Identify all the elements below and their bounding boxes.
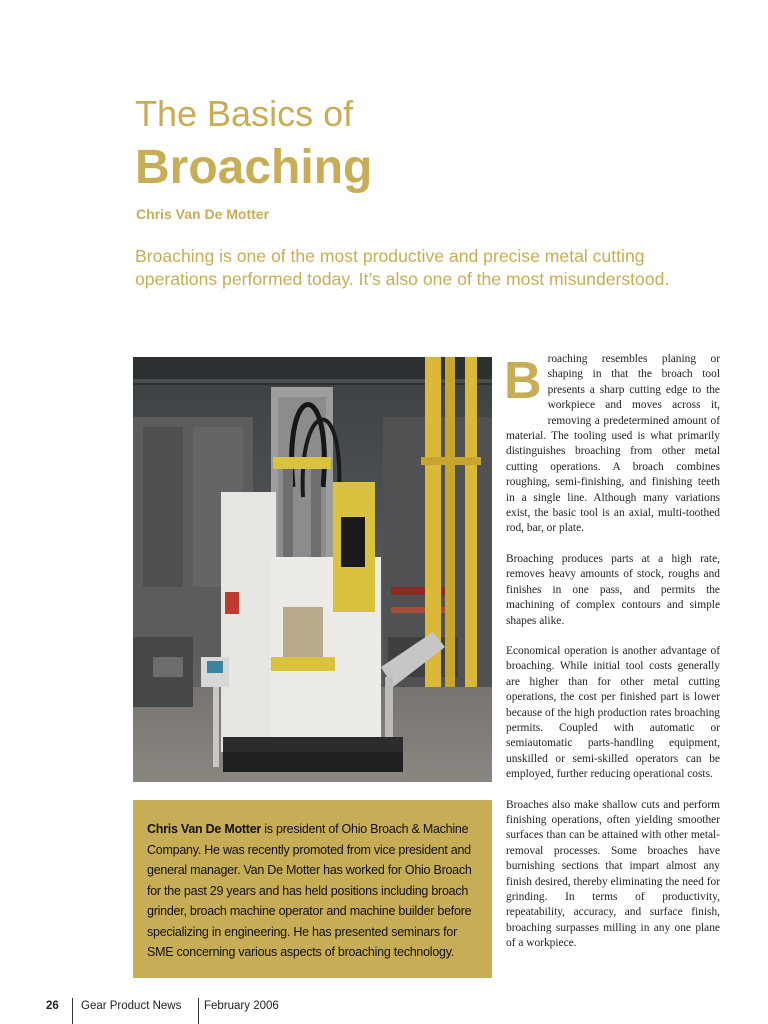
body-paragraph-1 <box>506 352 720 537</box>
title-line-2: Broaching <box>135 141 373 194</box>
body-paragraph-4: Broaches also make shallow cuts and perform finishing operations, often yielding smoother surfaces than can be attained with other metal-removal processes. Some broaches have burnishing sections that impart almost any finish desired, thereby eliminating the need for grinding. In terms of productivity, repeatability, accuracy, and surface finish, broaching surpasses milling in any one plane of a workpiece. <box>506 798 720 950</box>
article-body <box>506 352 720 967</box>
footer-divider <box>198 998 199 1024</box>
author-bio-text <box>147 819 482 963</box>
author-byline: Chris Van De Motter <box>136 206 270 222</box>
author-bio-box <box>133 800 492 978</box>
broaching-machine-photo <box>133 357 492 782</box>
footer-divider <box>72 998 73 1024</box>
body-paragraph-3: Economical operation is another advantage of broaching. While initial tool costs generally are higher than for other metal cutting operations, the cost per finished part is lower because of the high production rates broaching permits. Coupled with automatic or semiautomatic parts-handling equipment, unskilled or semi-skilled operators can be employed, further reducing operational costs. <box>506 644 720 781</box>
author-bio-name: Chris Van De Motter <box>147 822 262 836</box>
body-paragraph-2: Broaching produces parts at a high rate, removes heavy amounts of stock, roughs and finishes in one pass, and permits the machining of complex contours and simple shapes alike. <box>506 552 720 627</box>
deck-intro: Broaching is one of the most productive and precise metal cutting operations performed today. It’s also one of the most misunderstood. <box>135 246 670 289</box>
title-line-1: The Basics of <box>135 93 354 134</box>
drop-cap: B <box>504 352 542 410</box>
issue-date: February 2006 <box>204 1000 279 1012</box>
author-bio-body: is president of Ohio Broach & Machine Company. He was recently promoted from vice president and general manager. Van De Motter has worked for Ohio Broach for the past 29 years and has held positions including broach grinder, broach machine operator and machine builder before specializing in engineering. He has presented seminars for SME concerning various aspects of broaching technology. <box>147 822 472 959</box>
publication-name: Gear Product News <box>81 1000 182 1012</box>
body-paragraph-1-text: roaching resembles planing or shaping in that the broach tool presents a sharp cutting edge to the workpiece and moves across it, removing a predetermined amount of material. The tooling used is what primarily distinguishes broaching from other metal cutting operations. A broach combines roughing, semi-finishing, and finishing teeth in a single line. Although many variations exist, the basic tool is an axial, multi-toothed rod, bar, or plate. <box>506 353 720 535</box>
page-number: 26 <box>46 1000 59 1012</box>
